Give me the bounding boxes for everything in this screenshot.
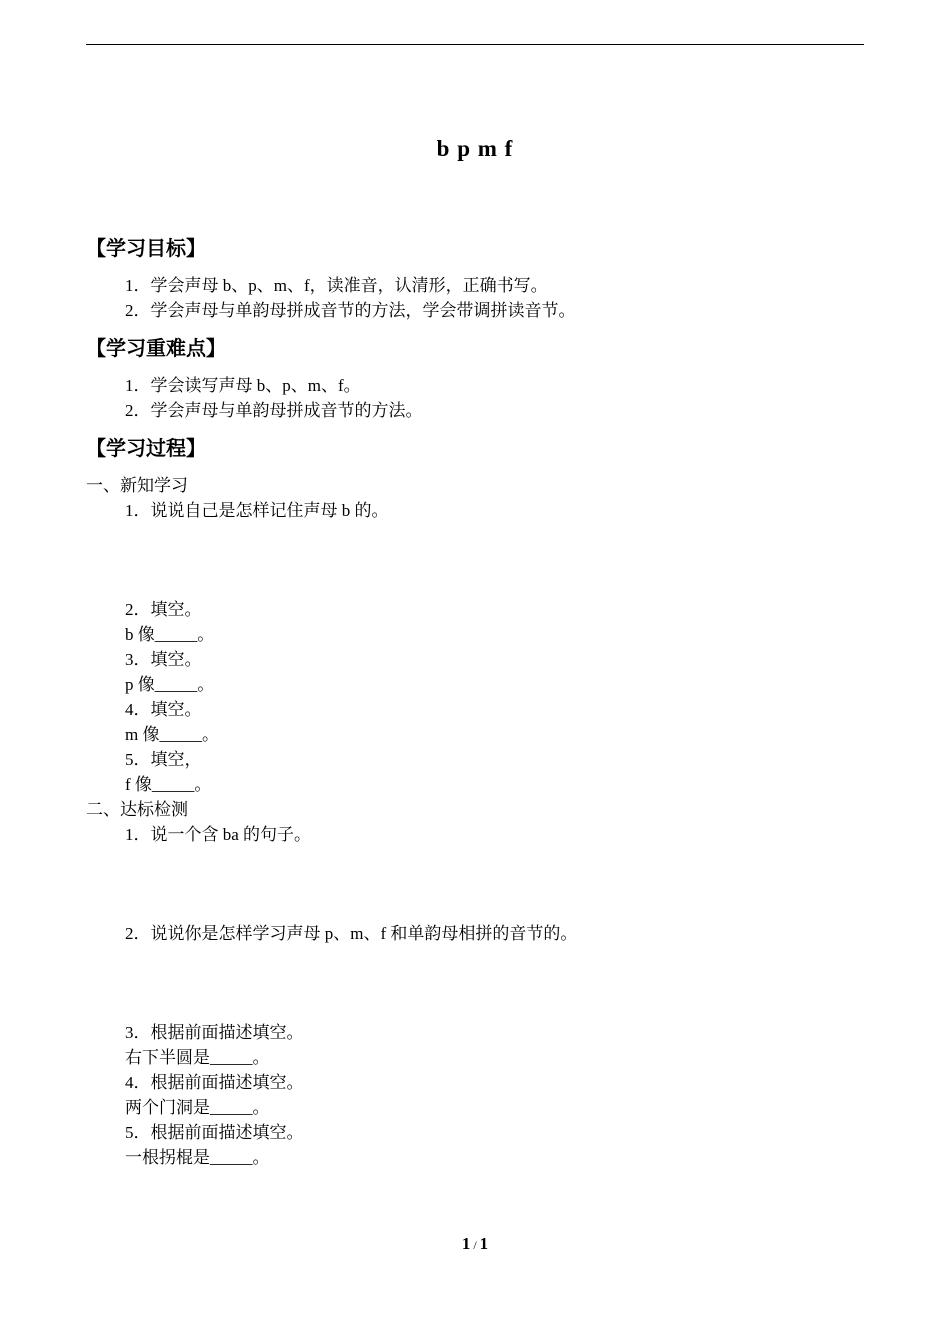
fill-blank: 一根拐棍是_____。 [125,1148,270,1167]
part2-question: 1．说一个含 ba 的句子。 [125,825,312,844]
page-separator: / [473,1238,477,1252]
part1-question: 1．说说自己是怎样记住声母 b 的。 [125,501,389,520]
page-number [0,1234,950,1254]
header-rule [86,44,864,45]
page-current: 1 [461,1234,471,1253]
goals-item: 2．学会声母与单韵母拼成音节的方法，学会带调拼读音节。 [125,301,576,320]
fill-blank: f 像_____。 [125,775,212,794]
fill-blank: 右下半圆是_____。 [125,1048,270,1067]
page-title: b p m f [436,136,514,161]
part2-question: 3．根据前面描述填空。 [125,1023,304,1042]
part1-question: 3．填空。 [125,650,202,669]
part2-question: 5．根据前面描述填空。 [125,1123,304,1142]
fill-blank: 两个门洞是_____。 [125,1098,270,1117]
part2-question: 2．说说你是怎样学习声母 p、m、f 和单韵母相拼的音节的。 [125,924,578,943]
key-points-item: 1．学会读写声母 b、p、m、f。 [125,376,361,395]
fill-blank: p 像_____。 [125,675,215,694]
process-heading: 【学习过程】 [86,436,206,460]
part1-title: 一、新知学习 [86,476,188,495]
goals-item: 1．学会声母 b、p、m、f，读准音，认清形，正确书写。 [125,276,548,295]
part2-title: 二、达标检测 [86,800,188,819]
page-total: 1 [479,1234,489,1253]
goals-heading: 【学习目标】 [86,236,206,260]
part1-question: 2．填空。 [125,600,202,619]
key-points-heading: 【学习重难点】 [86,336,226,360]
part2-question: 4．根据前面描述填空。 [125,1073,304,1092]
fill-blank: b 像_____。 [125,625,215,644]
part1-question: 5．填空， [125,750,202,769]
fill-blank: m 像_____。 [125,725,219,744]
part1-question: 4．填空。 [125,700,202,719]
key-points-item: 2．学会声母与单韵母拼成音节的方法。 [125,401,423,420]
